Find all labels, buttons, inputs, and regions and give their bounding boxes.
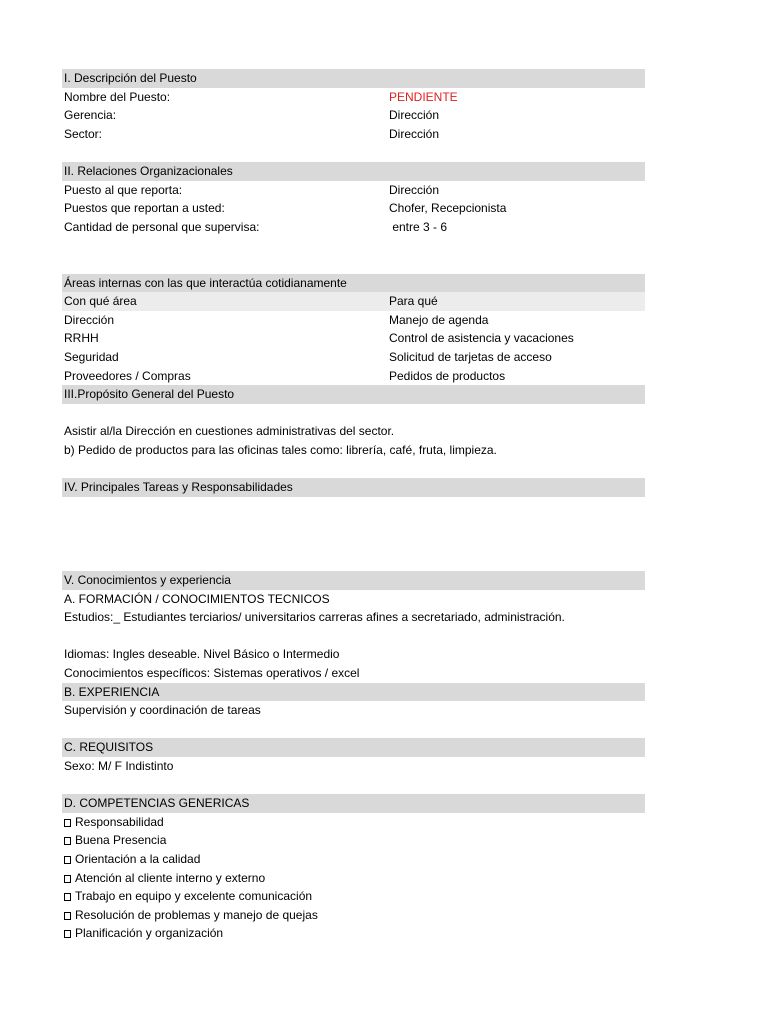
conocimientos-text: Conocimientos específicos: Sistemas operativos / excel xyxy=(64,666,360,680)
field-label: Sector: xyxy=(64,126,103,141)
para-cell: Solicitud de tarjetas de acceso xyxy=(389,349,552,364)
list-item xyxy=(62,869,645,888)
field-label: Nombre del Puesto: xyxy=(64,89,171,104)
subsection-title: C. REQUISITOS xyxy=(64,740,154,755)
subsection-header-competencias xyxy=(62,794,645,813)
field-value: Chofer, Recepcionista xyxy=(389,201,507,216)
text-line xyxy=(62,701,645,720)
section-header-tareas xyxy=(62,478,645,497)
spacer xyxy=(62,255,645,274)
list-item xyxy=(62,850,645,869)
spacer xyxy=(62,720,645,739)
list-item xyxy=(62,906,645,925)
competencia-label: Orientación a la calidad xyxy=(75,851,201,866)
checkbox-icon xyxy=(64,856,71,864)
text-line xyxy=(62,664,645,683)
spacer xyxy=(62,627,645,646)
field-label: Gerencia: xyxy=(64,108,117,123)
competencia-label: Resolución de problemas y manejo de quejas xyxy=(75,907,318,922)
section-title: V. Conocimientos y experiencia xyxy=(64,573,231,588)
checkbox-icon xyxy=(64,819,71,827)
competencia-label: Buena Presencia xyxy=(75,833,167,848)
field-row-nombre-puesto xyxy=(62,88,645,107)
field-row-reporta xyxy=(62,181,645,200)
para-cell: Manejo de agenda xyxy=(389,312,489,327)
subsection-title: D. COMPETENCIAS GENERICAS xyxy=(64,796,250,811)
section-title: II. Relaciones Organizacionales xyxy=(64,163,233,178)
estudios-text: Estudios:_ Estudiantes terciarios/ universitarios carreras afines a secretariado, administración. xyxy=(64,610,565,625)
competencia-label: Atención al cliente interno y externo xyxy=(75,870,266,885)
proposito-text: b) Pedido de productos para las oficinas tales como: librería, café, fruta, limpieza. xyxy=(64,442,497,457)
para-cell: Pedidos de productos xyxy=(389,368,506,383)
section-title: Áreas internas con las que interactúa cotidianamente xyxy=(64,275,347,290)
competencia-label: Planificación y organización xyxy=(75,926,224,941)
subsection-title: B. EXPERIENCIA xyxy=(64,684,160,699)
competencia-label: Responsabilidad xyxy=(75,814,164,829)
section-title: I. Descripción del Puesto xyxy=(64,71,197,85)
subsection-title: A. FORMACIÓN / CONOCIMIENTOS TECNICOS xyxy=(64,591,330,606)
area-cell: Seguridad xyxy=(64,349,119,364)
list-item xyxy=(62,887,645,906)
area-cell: Dirección xyxy=(64,312,115,327)
field-row-reportan xyxy=(62,199,645,218)
area-cell: RRHH xyxy=(64,331,99,346)
areas-column-headers xyxy=(62,292,645,311)
field-row-sector xyxy=(62,125,645,144)
section-header-relaciones xyxy=(62,162,645,181)
text-line xyxy=(62,757,645,776)
field-value: Dirección xyxy=(389,182,440,197)
table-row xyxy=(62,329,645,348)
field-row-gerencia xyxy=(62,106,645,125)
section-title: III.Propósito General del Puesto xyxy=(64,387,235,402)
spacer xyxy=(62,515,645,534)
list-item xyxy=(62,831,645,850)
competencia-label: Trabajo en equipo y excelente comunicación xyxy=(75,889,313,904)
subsection-header-requisitos xyxy=(62,738,645,757)
section-header-proposito xyxy=(62,385,645,404)
idiomas-text: Idiomas: Ingles deseable. Nivel Básico o Intermedio xyxy=(64,647,340,662)
checkbox-icon xyxy=(64,912,71,920)
field-label: Cantidad de personal que supervisa: xyxy=(64,219,260,234)
column-header-area: Con qué área xyxy=(64,294,137,309)
requisitos-text: Sexo: M/ F Indistinto xyxy=(64,758,174,773)
subsection-header-experiencia xyxy=(62,683,645,702)
table-row xyxy=(62,367,645,386)
checkbox-icon xyxy=(64,875,71,883)
field-row-supervisa xyxy=(62,218,645,237)
job-description-sheet xyxy=(62,69,645,943)
section-header-areas xyxy=(62,274,645,293)
para-cell: Control de asistencia y vacaciones xyxy=(389,331,574,346)
experiencia-text: Supervisión y coordinación de tareas xyxy=(64,703,261,718)
subsection-formacion xyxy=(62,590,645,609)
list-item xyxy=(62,813,645,832)
spacer xyxy=(62,497,645,516)
checkbox-icon xyxy=(64,837,71,845)
text-line xyxy=(62,645,645,664)
area-cell: Proveedores / Compras xyxy=(64,368,191,383)
spacer xyxy=(62,236,645,255)
spacer xyxy=(62,534,645,553)
field-label: Puesto al que reporta: xyxy=(64,182,183,197)
section-title: IV. Principales Tareas y Responsabilidades xyxy=(64,480,293,495)
spacer xyxy=(62,459,645,478)
field-value: Dirección xyxy=(389,126,440,141)
field-label: Puestos que reportan a usted: xyxy=(64,201,225,216)
status-pendiente: PENDIENTE xyxy=(389,89,458,104)
field-value: Dirección xyxy=(389,108,440,123)
text-line xyxy=(62,608,645,627)
checkbox-icon xyxy=(64,930,71,938)
table-row xyxy=(62,311,645,330)
spacer xyxy=(62,404,645,423)
spacer xyxy=(62,552,645,571)
column-header-para: Para qué xyxy=(389,294,438,309)
field-value: entre 3 - 6 xyxy=(389,219,448,234)
list-item xyxy=(62,924,645,943)
text-line xyxy=(62,422,645,441)
spacer xyxy=(62,143,645,162)
section-header-conocimientos xyxy=(62,571,645,590)
spacer xyxy=(62,776,645,795)
checkbox-icon xyxy=(64,893,71,901)
proposito-text: Asistir al/la Dirección en cuestiones administrativas del sector. xyxy=(64,424,395,439)
section-header-descripcion xyxy=(62,69,645,88)
text-line xyxy=(62,441,645,460)
table-row xyxy=(62,348,645,367)
